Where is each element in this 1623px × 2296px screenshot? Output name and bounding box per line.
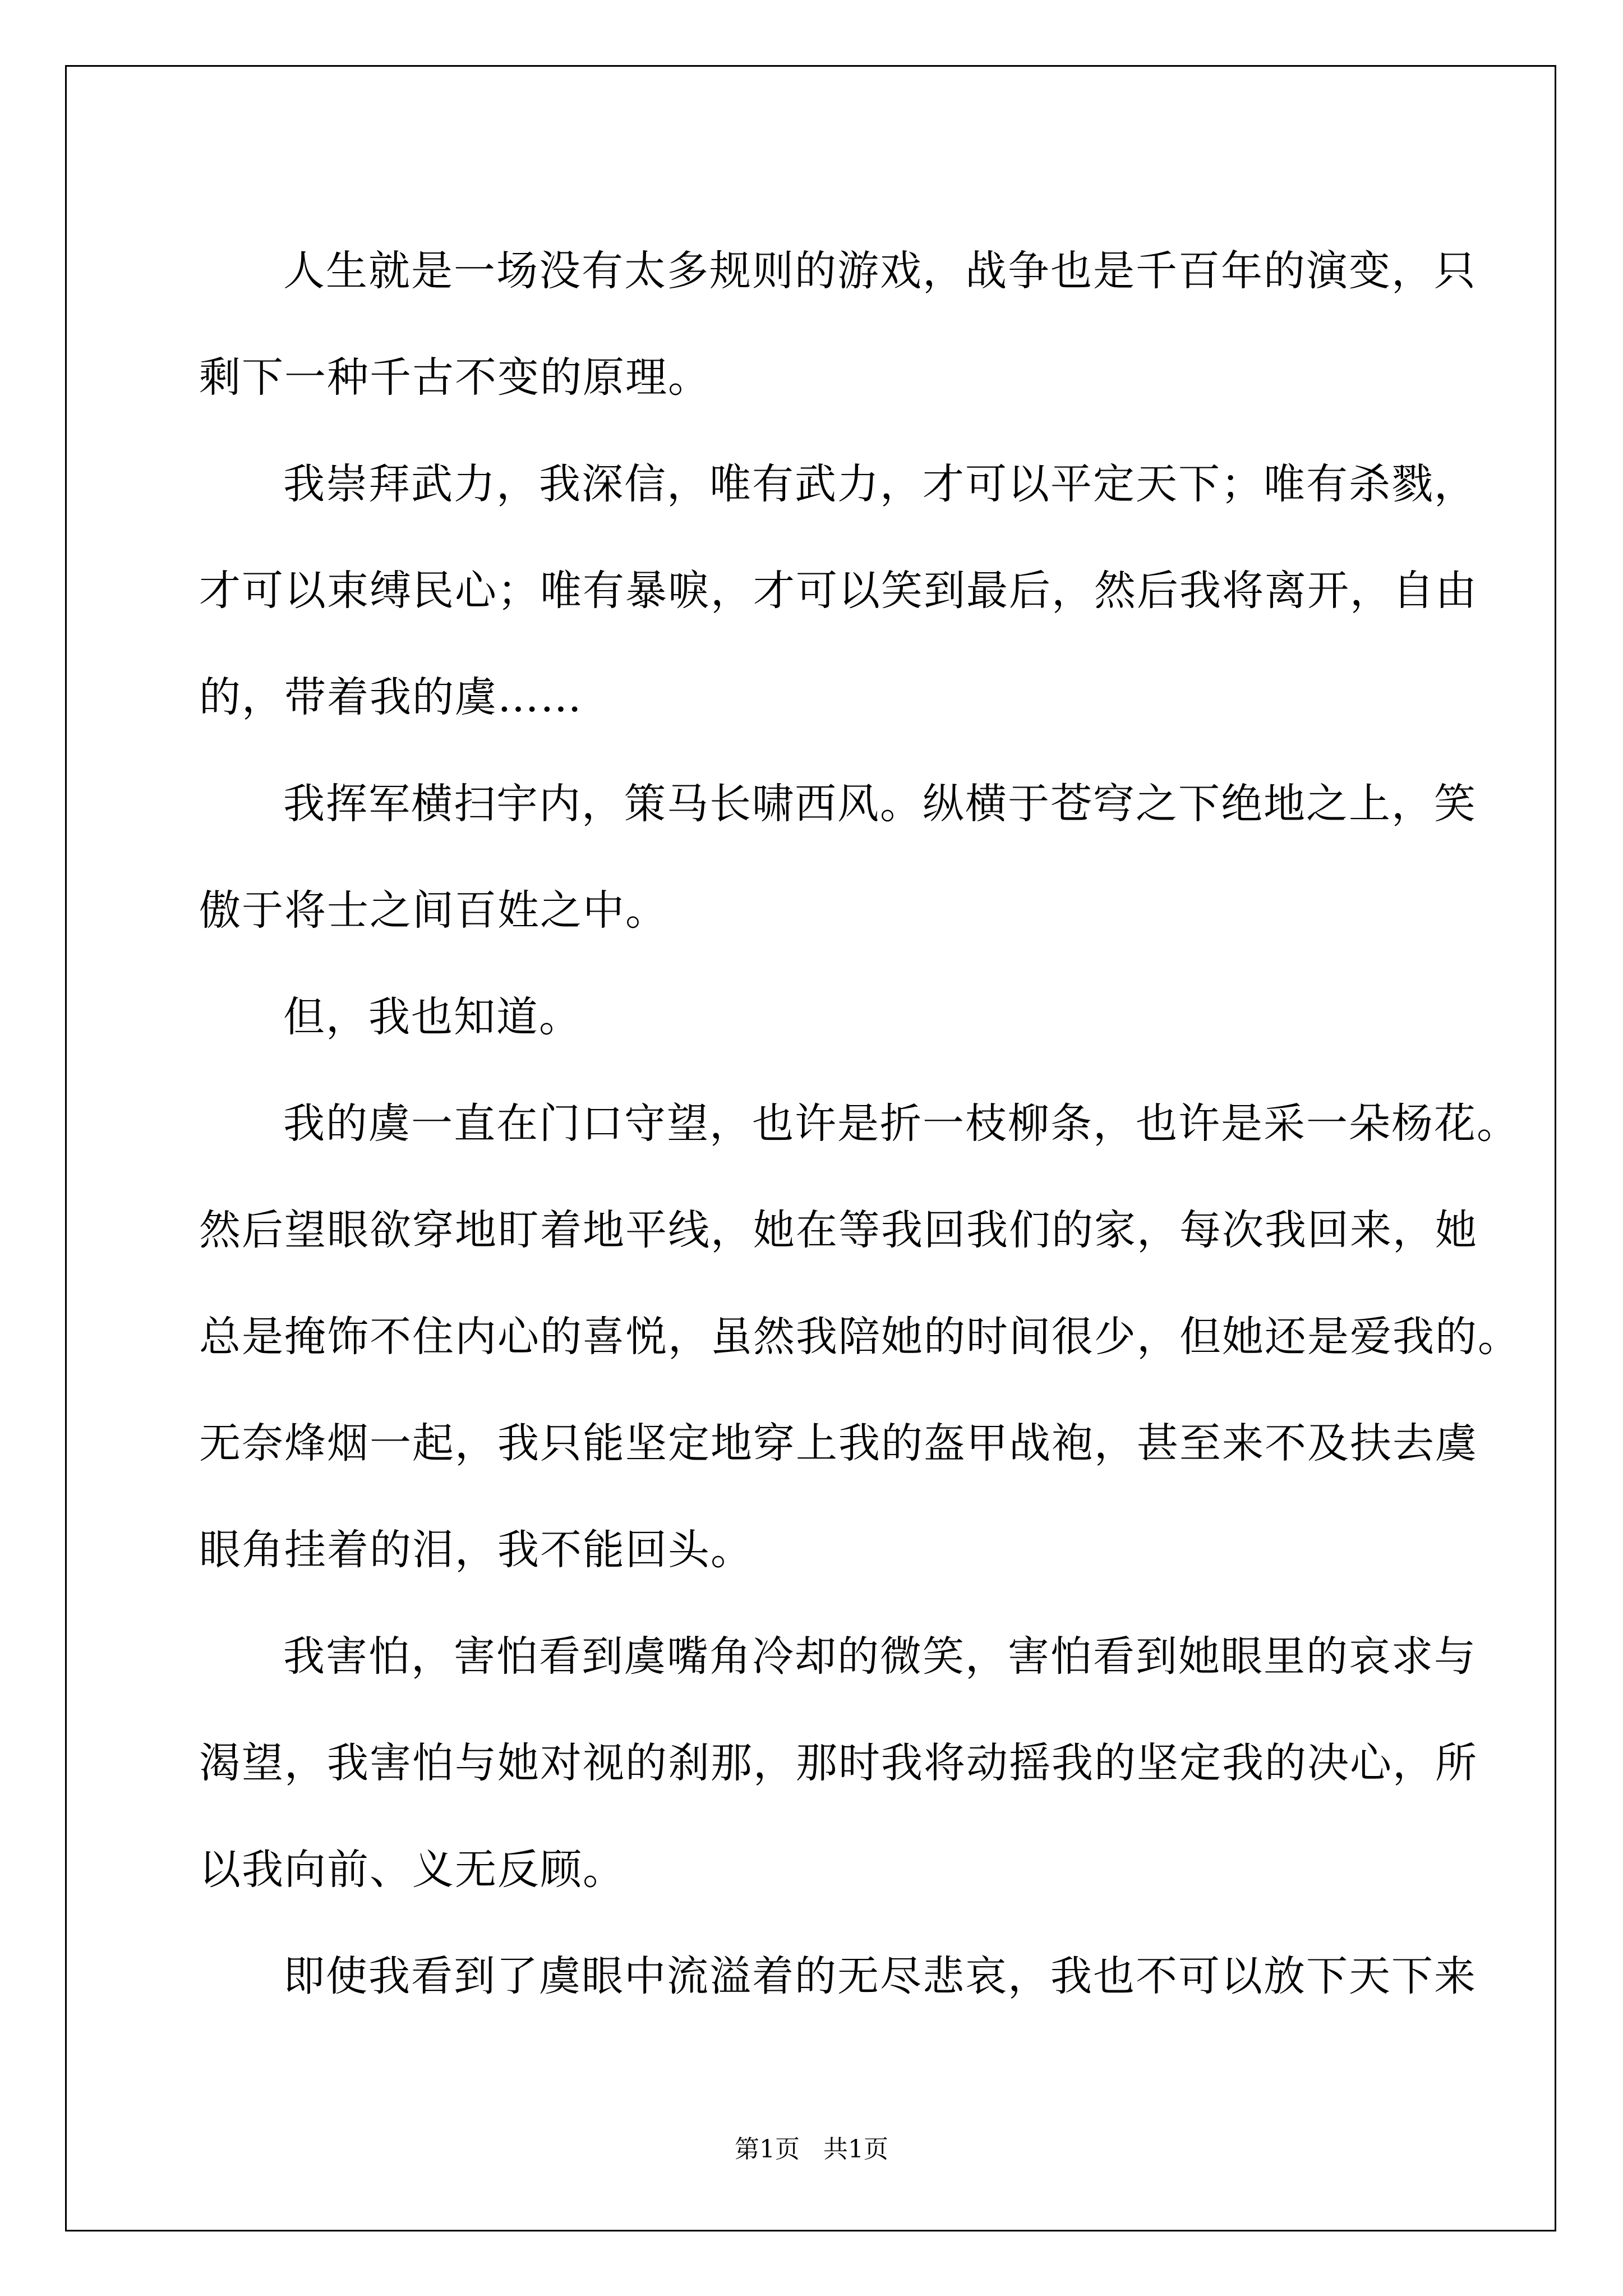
page-number: 第1页 — [735, 2135, 800, 2164]
paragraph-4 — [199, 964, 1433, 1070]
paragraph-line: 剩下一种千古不变的原理。 — [199, 353, 711, 402]
paragraph-line: 但，我也知道。 — [283, 993, 582, 1041]
paragraph-line: 无奈烽烟一起，我只能坚定地穿上我的盔甲战袍，甚至来不及扶去虞 — [199, 1419, 1478, 1467]
document-body — [199, 218, 1520, 2030]
paragraph-2 — [199, 431, 1478, 751]
paragraph-line: 才可以束缚民心；唯有暴唳，才可以笑到最后，然后我将离开，自由 — [199, 567, 1478, 615]
paragraph-line: 渴望，我害怕与她对视的刹那，那时我将动摇我的坚定我的决心，所 — [199, 1739, 1478, 1787]
paragraph-line: 人生就是一场没有太多规则的游戏，战争也是千百年的演变，只 — [283, 247, 1477, 295]
paragraph-line: 然后望眼欲穿地盯着地平线，她在等我回我们的家，每次我回来，她 — [199, 1206, 1478, 1254]
paragraph-line: 我害怕，害怕看到虞嘴角冷却的微笑，害怕看到她眼里的哀求与 — [283, 1632, 1477, 1681]
paragraph-line: 即使我看到了虞眼中流溢着的无尽悲哀，我也不可以放下天下来 — [283, 1952, 1477, 2000]
paragraph-1 — [199, 218, 1477, 431]
paragraph-6 — [199, 1603, 1478, 1923]
paragraph-7 — [199, 1923, 1477, 2030]
paragraph-line: 眼角挂着的泪，我不能回头。 — [199, 1526, 753, 1574]
paragraph-line: 我崇拜武力，我深信，唯有武力，才可以平定天下；唯有杀戮， — [283, 460, 1477, 508]
paragraph-line: 我的虞一直在门口守望，也许是折一枝柳条，也许是采一朵杨花。 — [283, 1099, 1519, 1148]
paragraph-5 — [199, 1070, 1520, 1603]
paragraph-line: 的，带着我的虞…… — [199, 673, 583, 721]
page-total: 共1页 — [823, 2135, 888, 2164]
paragraph-line: 以我向前、义无反顾。 — [199, 1846, 625, 1894]
paragraph-3 — [199, 751, 1477, 964]
paragraph-line: 总是掩饰不住内心的喜悦，虽然我陪她的时间很少，但她还是爱我的。 — [199, 1313, 1520, 1361]
page-footer — [0, 2129, 1623, 2165]
paragraph-line: 我挥军横扫宇内，策马长啸西风。纵横于苍穹之下绝地之上，笑 — [283, 780, 1477, 828]
paragraph-line: 傲于将士之间百姓之中。 — [199, 886, 668, 935]
